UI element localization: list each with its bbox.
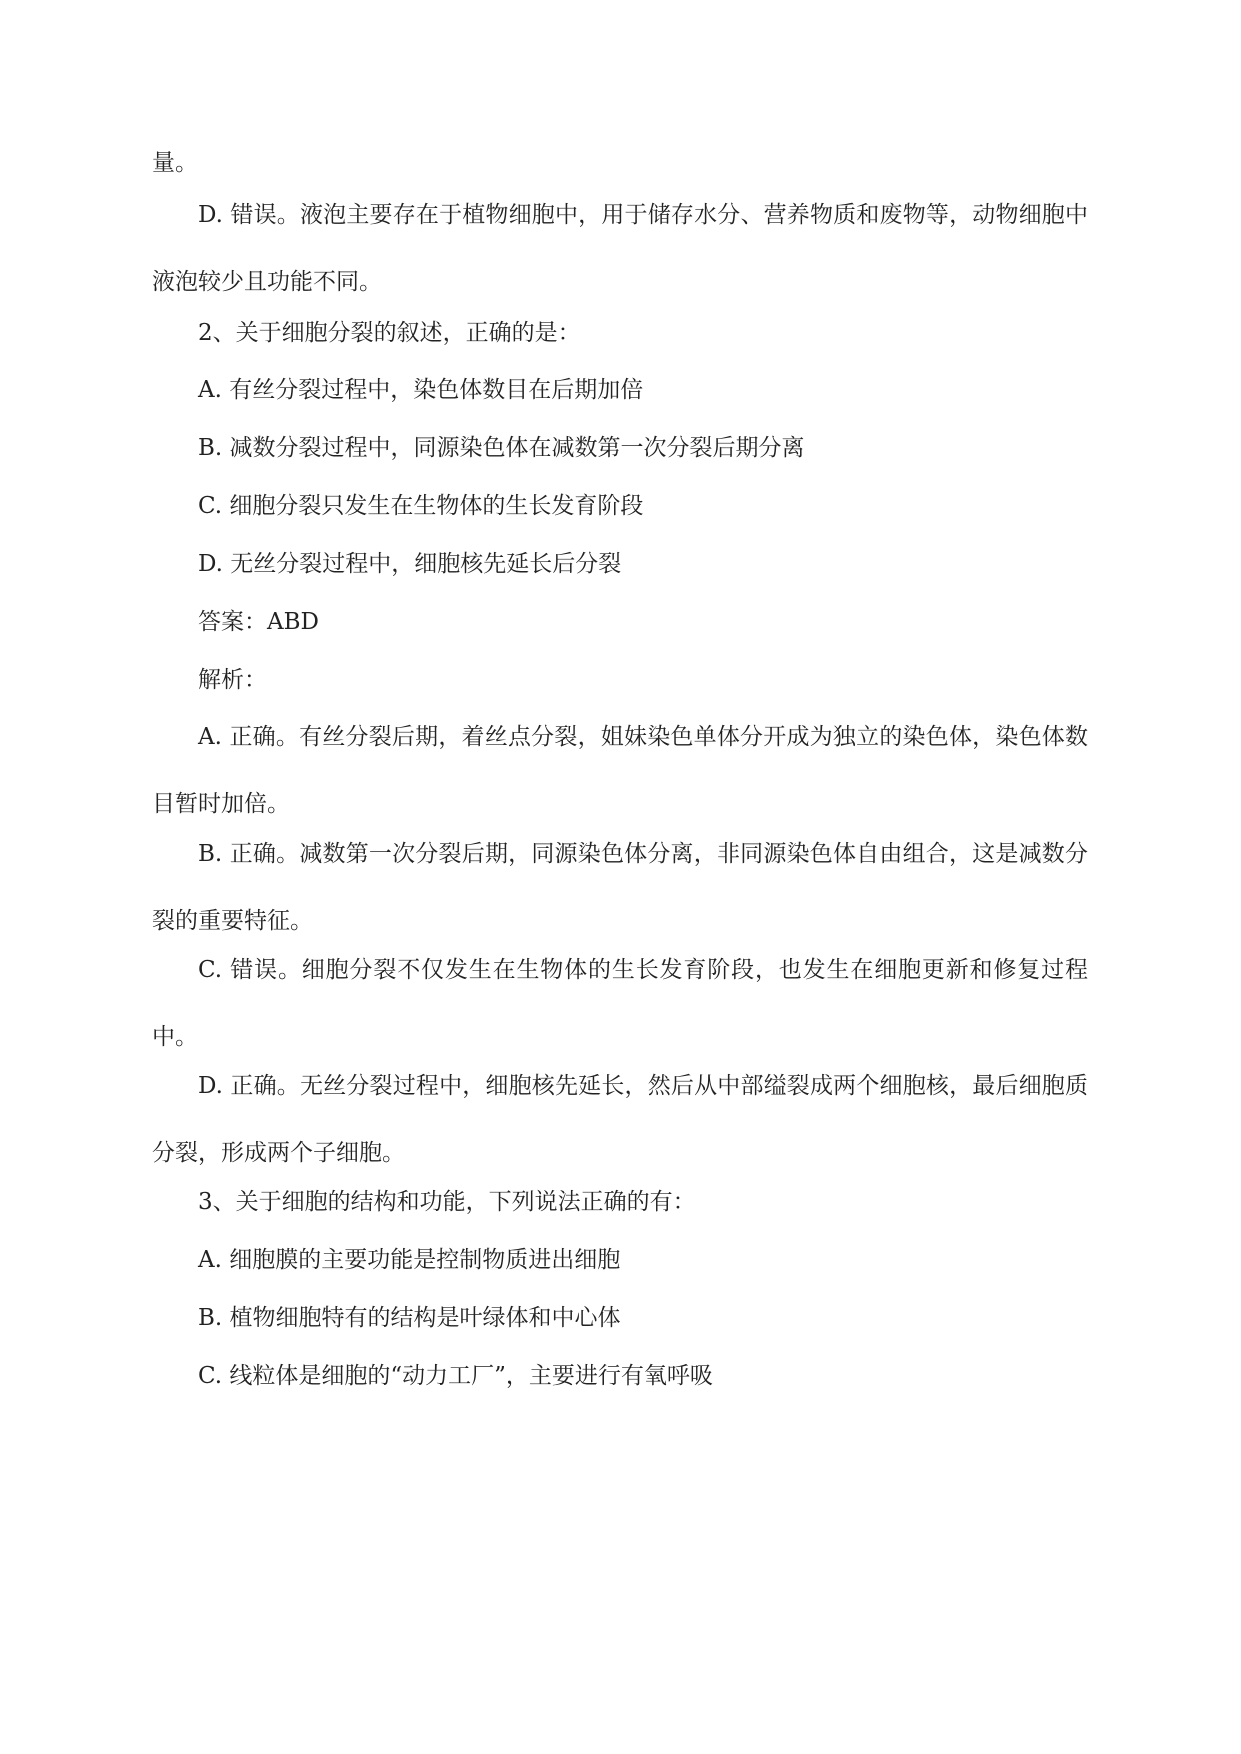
paragraph-continuation: 量。 [152, 150, 198, 176]
q2-analysis-label: 解析： [198, 667, 267, 693]
q2-analysis-d: D. 正确。无丝分裂过程中，细胞核先延长，然后从中部缢裂成两个细胞核，最后细胞质分裂，形成两个子细胞。 [152, 1073, 1088, 1166]
q2-option-a: A. 有丝分裂过程中，染色体数目在后期加倍 [198, 377, 644, 403]
q2-analysis-b: B. 正确。减数第一次分裂后期，同源染色体分离，非同源染色体自由组合，这是减数分裂的重要特征。 [152, 841, 1088, 934]
q2-stem: 2、关于细胞分裂的叙述，正确的是： [198, 320, 581, 346]
q2-analysis-c: C. 错误。细胞分裂不仅发生在生物体的生长发育阶段，也发生在细胞更新和修复过程中。 [152, 957, 1088, 1050]
q2-option-d: D. 无丝分裂过程中，细胞核先延长后分裂 [198, 551, 622, 577]
q3-option-c: C. 线粒体是细胞的“动力工厂”，主要进行有氧呼吸 [198, 1363, 713, 1389]
q2-option-b: B. 减数分裂过程中，同源染色体在减数第一次分裂后期分离 [198, 435, 805, 461]
q2-answer: 答案：ABD [198, 609, 319, 635]
q3-option-b: B. 植物细胞特有的结构是叶绿体和中心体 [198, 1305, 621, 1331]
q2-option-c: C. 细胞分裂只发生在生物体的生长发育阶段 [198, 493, 644, 519]
q3-stem: 3、关于细胞的结构和功能，下列说法正确的有： [198, 1189, 696, 1215]
q1-analysis-d: D. 错误。液泡主要存在于植物细胞中，用于储存水分、营养物质和废物等，动物细胞中液泡较少且功能不同。 [152, 202, 1088, 295]
q3-option-a: A. 细胞膜的主要功能是控制物质进出细胞 [198, 1247, 621, 1273]
q2-analysis-a: A. 正确。有丝分裂后期，着丝点分裂，姐妹染色单体分开成为独立的染色体，染色体数目暂时加倍。 [152, 724, 1088, 817]
